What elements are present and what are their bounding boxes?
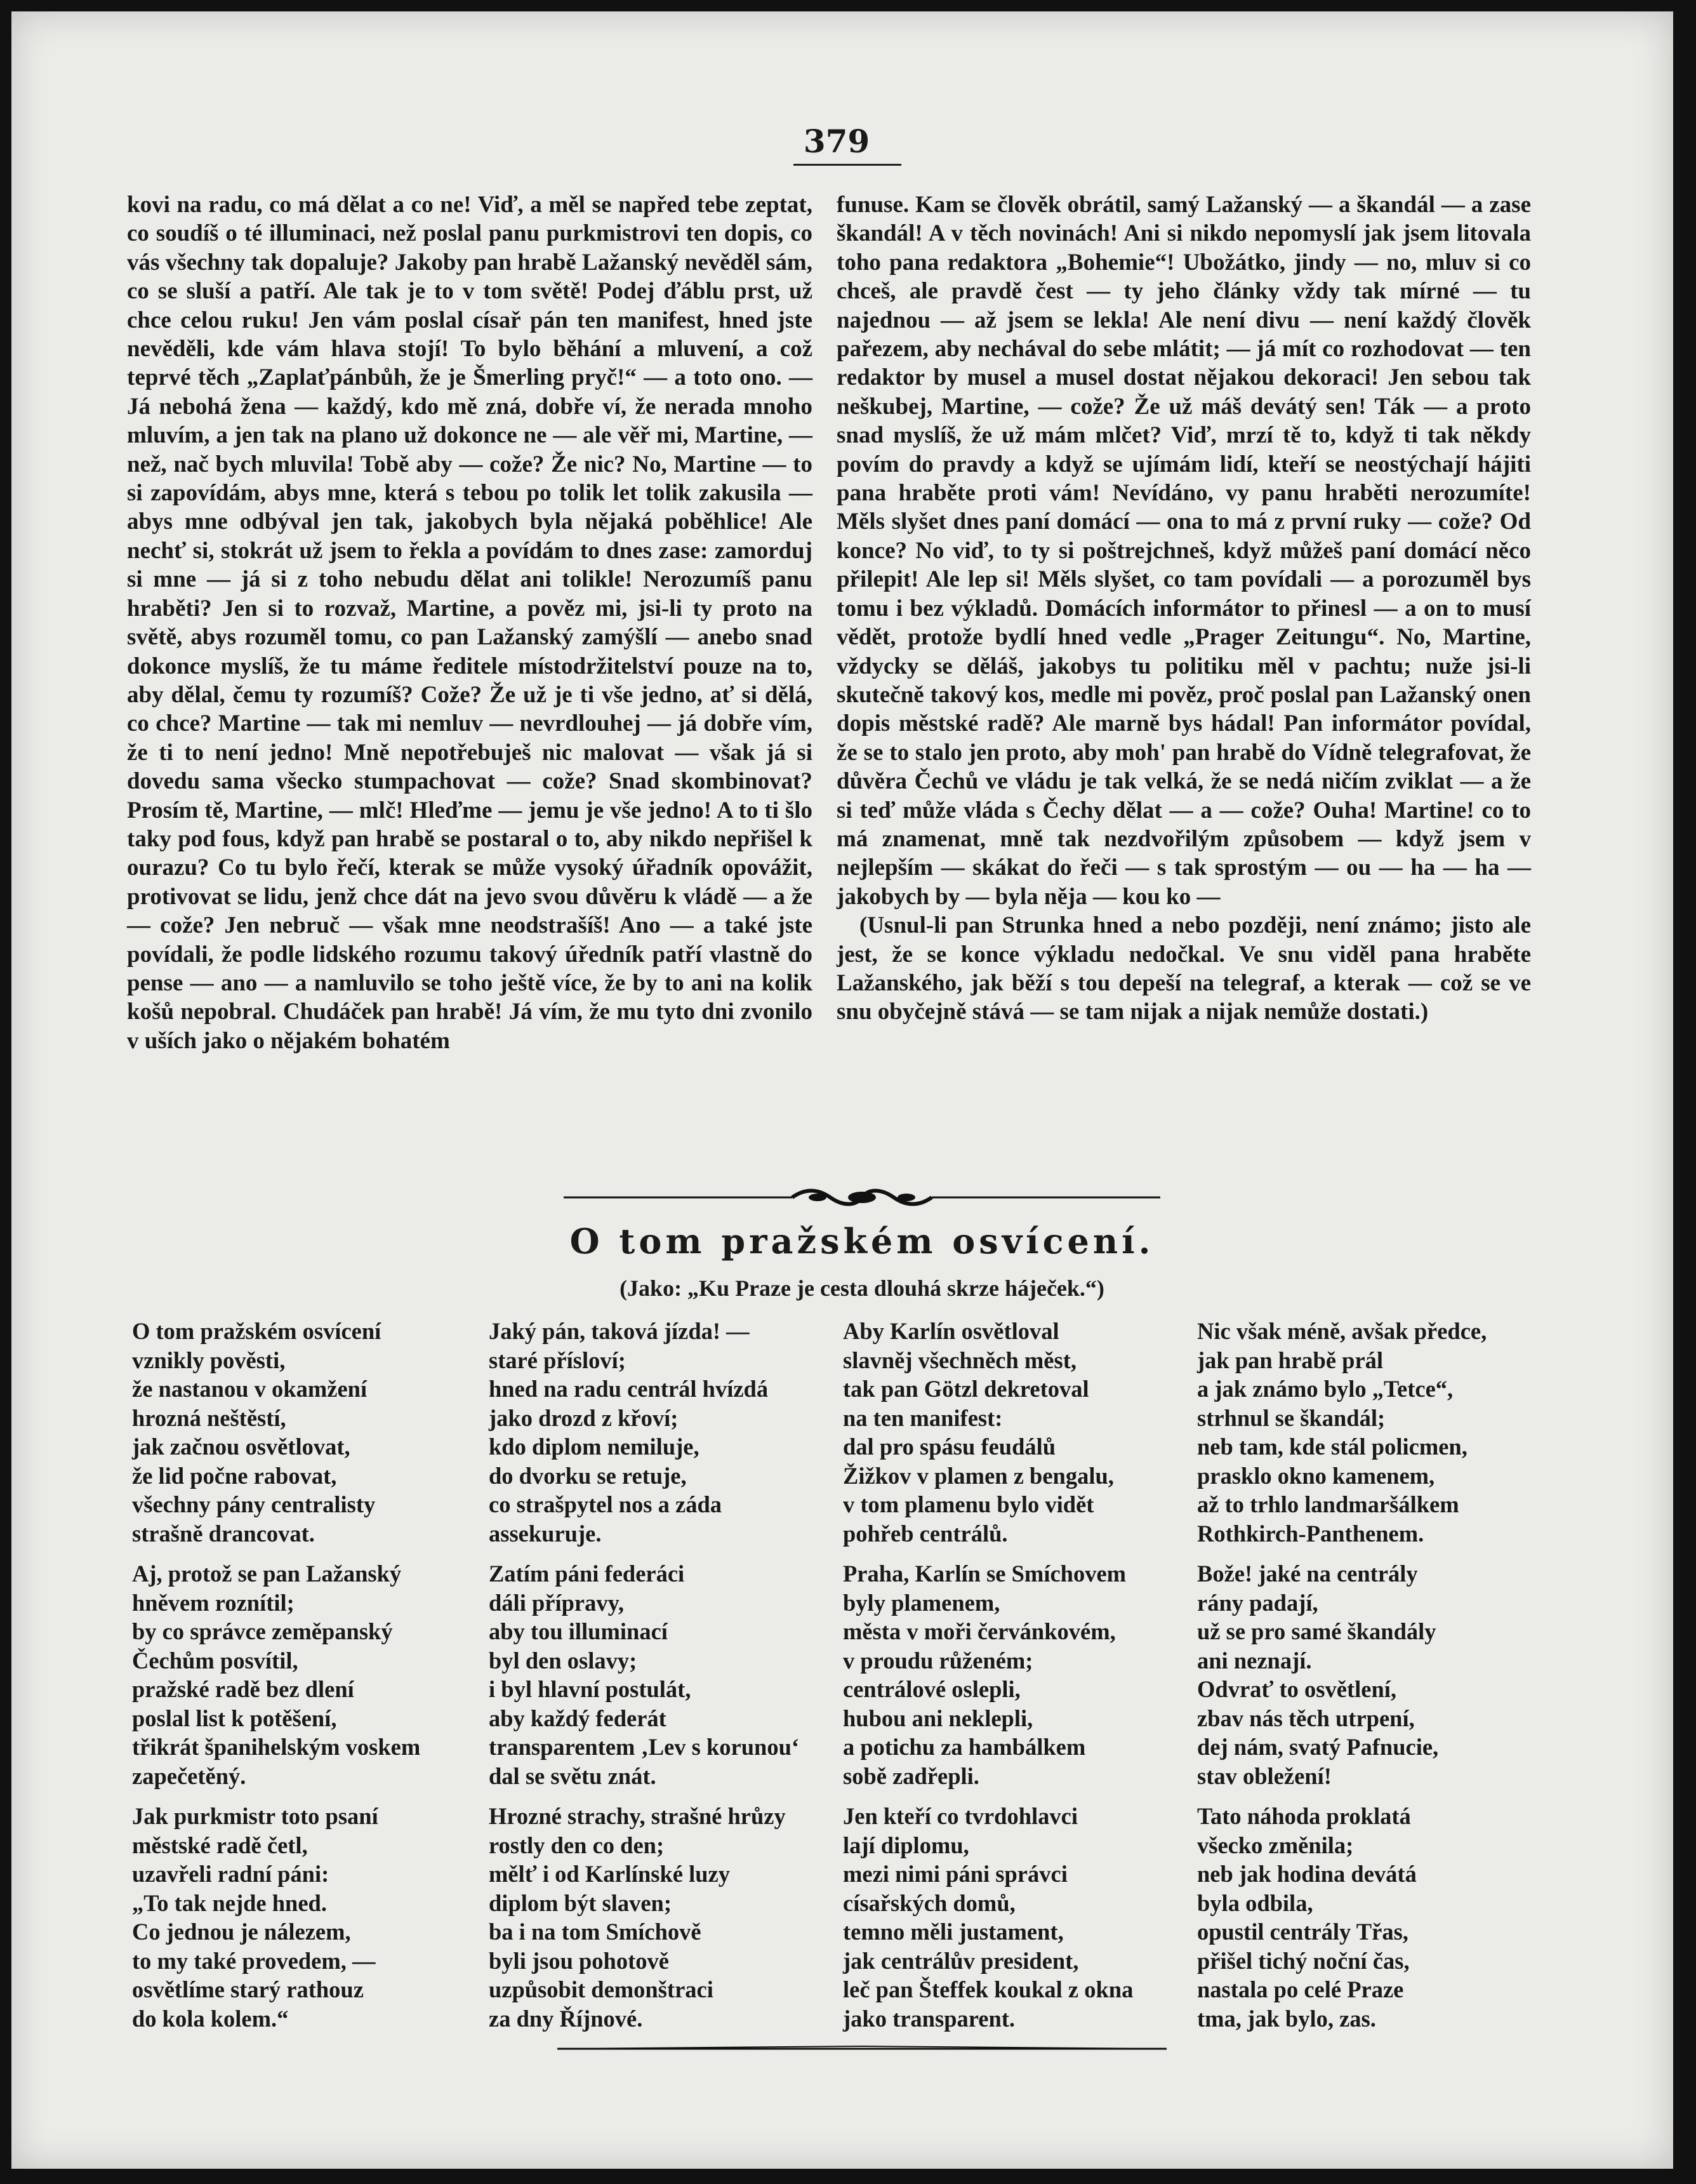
poem-line: poslal list k potěšení, — [132, 1705, 337, 1731]
poem-stanza — [132, 1559, 475, 1790]
poem-stanza — [1197, 1317, 1540, 1548]
poem-line: Odvrať to osvětlení, — [1197, 1676, 1397, 1702]
poem-line: Aby Karlín osvětloval — [843, 1318, 1059, 1344]
poem-line: diplom být slaven; — [489, 1889, 672, 1916]
poem-line: a potichu za hambálkem — [843, 1734, 1086, 1760]
poem-line: i byl hlavní postulát, — [489, 1676, 691, 1702]
poem-line: Zatím páni federáci — [489, 1561, 685, 1587]
poem-line: uzavřeli radní páni: — [132, 1861, 329, 1887]
article-left-paragraph: kovi na radu, co má dělat a co ne! Viď, a měl se napřed tebe zeptat, co soudíš o té illuminaci, než poslal panu purkmistrovi ten dopis, co vás všechny tak dopaluje? Jakoby pan hrabě Lažanský nevěděl sám, co se sluší a patří. Ale tak je to v tom světě! Podej ďáblu prst, už chce celou ruku! Jen vám poslal císař pán ten manifest, hned jste nevěděli, kde vám hlava stojí! To bylo běhání a mluvení, a což teprvé těch „Zaplaťpánbůh, že je Šmerling pryč!“ — a toto ono. — Já nebohá žena — každý, kdo mě zná, dobře ví, že nerada mnoho mluvím, a jen tak na plano už dokonce ne — ale věř mi, Martine, — než, nač bych mluvila! Tobě aby — cože? Že nic? No, Martine — to si zapovídám, abys mne, která s tebou po tolik let tolik zakusila — abys mne odbýval jen tak, jakobych byla nějaká poběhlice! Ale nechť si, stokrát už jsem to řekla a povídám to dnes zase: zamorduj si mne — já si z toho nebudu dělat ani tolikle! Nerozumíš panu hraběti? Jen si to rozvaž, Martine, a pověz mi, jsi-li ty proto na světě, abys rozuměl tomu, co pan Lažanský zamýšlí — anebo snad dokonce myslíš, že tu máme ředitele místodržitelství pouze na to, aby dělal, čemu ty rozumíš? Cože? Že už je ti vše jedno, ať si dělá, co chce? Martine — tak mi nemluv — nevrdlouhej — já dobře vím, že ti to není jedno! Mně nepotřebuješ nic malovat — však já si dovedu sama všecko stumpachovat — cože? Snad skombinovat? Prosím tě, Martine, — mlč! Hleďme — jemu je vše jedno! A to ti šlo taky pod fous, když pan hrabě se postaral o to, aby nikdo nepřišel k ourazu? Co tu bylo řečí, kterak se může vysoký úřadník opovážit, protivovat se lidu, jenž chce dát na jevo svou důvěru k vládě — a že — cože? Jen nebruč — však mne neodstrašíš! Ano — a také jste povídali, že podle lidského rozumu takový úředník patří vlastně do pense — ano — a namluvilo se toho ještě více, že by to ani na kolik košů nepobral. Chudáček pan hrabě! Já vím, že mu tyto dni zvonilo v uších jako o nějakém bohatém — [127, 192, 812, 1054]
poem-stanza — [843, 1317, 1186, 1548]
poem-line: do kola kolem.“ — [132, 2005, 289, 2032]
poem-line: dej nám, svatý Pafnucie, — [1197, 1734, 1439, 1760]
poem-column-3 — [843, 1317, 1186, 2044]
poem-stanza — [489, 1317, 831, 1548]
poem-line: uzpůsobit demonštraci — [489, 1976, 713, 2002]
poem-line: jak pan hrabě prál — [1197, 1347, 1384, 1373]
poem-line: Nic však méně, avšak předce, — [1197, 1318, 1487, 1344]
poem-stanza — [1197, 1802, 1540, 2033]
poem-line: temno měli justament, — [843, 1919, 1064, 1945]
poem-line: města v moři červánkovém, — [843, 1618, 1116, 1644]
poem-line: zbav nás těch utrpení, — [1197, 1705, 1415, 1731]
poem-line: v proudu růženém; — [843, 1647, 1033, 1674]
poem-line: za dny Říjnové. — [489, 2005, 643, 2032]
poem-line: tak pan Götzl dekretoval — [843, 1376, 1089, 1402]
poem-line: na ten manifest: — [843, 1404, 1003, 1431]
poem-line: a jak známo bylo „Tetce“, — [1197, 1376, 1454, 1402]
poem-line: aby každý federát — [489, 1705, 666, 1731]
poem-line: dal pro spásu feudálů — [843, 1434, 1056, 1460]
poem-line: jak centrálův president, — [843, 1947, 1079, 1974]
poem-stanza — [132, 1317, 475, 1548]
poem-line: byl den oslavy; — [489, 1647, 637, 1674]
poem-line: mělť i od Karlínské luzy — [489, 1861, 730, 1887]
poem-line: prasklo okno kamenem, — [1197, 1462, 1435, 1489]
poem-line: tma, jak bylo, zas. — [1197, 2005, 1376, 2032]
poem-line: transparentem ‚Lev s korunou‘ — [489, 1734, 800, 1760]
poem-line: nastala po celé Praze — [1197, 1976, 1404, 2002]
poem-line: neb jak hodina devátá — [1197, 1861, 1417, 1887]
poem-line: hubou ani neklepli, — [843, 1705, 1033, 1731]
poem-line: Čechům posvítil, — [132, 1647, 298, 1674]
poem-line: mezi nimi páni správci — [843, 1861, 1068, 1887]
poem-line: opustil centrály Třas, — [1197, 1919, 1408, 1945]
poem-line: byly plamenem, — [843, 1589, 1000, 1616]
poem-stanza — [489, 1802, 831, 2033]
poem-line: pražské radě bez dlení — [132, 1676, 354, 1702]
poem-line: dáli přípravy, — [489, 1589, 624, 1616]
poem-line: už se pro samé škandály — [1197, 1618, 1436, 1644]
article-right-paragraph: funuse. Kam se člověk obrátil, samý Lažanský — a škandál — a zase škandál! A v těch novinách! Ani si nikdo nepomyslí jak jsem litovala toho pana redaktora „Bohemie“! Ubožátko, jindy — no, mluv si co chceš, ale pravdě čest — ty jeho články vždy tak mírné — tu najednou — až jsem se lekla! Ale není divu — není každý člověk pařezem, aby nechával do sebe mlátit; — já mít co rozhodovat — ten redaktor by musel a musel dostat nějakou dekoraci! Jen sebou tak neškubej, Martine, — cože? Že už máš devátý sen! Ták — a proto snad myslíš, že už mám mlčet? Viď, mrzí tě to, když ti tak někdy povím do pravdy a když se ujímám lidí, kteří se neostýchají hájiti pana hraběte proti vám! Nevídáno, vy panu hraběti nerozumíte! Měls slyšet dnes paní domácí — ona to má z první ruky — cože? Od konce? No viď, to ty si poštrejchneš, když můžeš paní domácí něco přilepit! Ale lep si! Měls slyšet, co tam povídali — a porozuměl bys tomu i bez výkladů. Domácích informátor to přinesl — a on to musí vědět, protože bydlí hned vedle „Prager Zeitungu“. No, Martine, vždycky se děláš, jakobys tu politiku měl v pachtu; nuže jsi-li skutečně takový kos, medle mi pověz, proč poslal pan Lažanský onen dopis městské radě? Ale marně bys hádal! Pan informátor povídal, že se to stalo jen proto, aby moh' pan hrabě do Vídně telegrafovat, že důvěra Čechů ve vládu je tak velká, že se nedá ničím zviklat — a že si teď může vláda s Čechy dělat — a — cože? Ouha! Martine! co to má znamenat, mně tak nezdvořilým způsobem — když jsem v nejlepším — skákat do řeči — s tak sprostým — ou — ha — ha — jakobych by — byla něja — kou ko — — [837, 192, 1531, 910]
poem-line: zapečetěný. — [132, 1762, 246, 1789]
poem-line: jako drozd z křoví; — [489, 1404, 679, 1431]
poem-line: O tom pražském osvícení — [132, 1318, 381, 1344]
poem-line: „To tak nejde hned. — [132, 1889, 327, 1916]
page-number-rule — [793, 164, 901, 166]
poem-line: osvětlíme starý rathouz — [132, 1976, 364, 2002]
poem-line: dal se světu znát. — [489, 1762, 656, 1789]
poem-line: městské radě četl, — [132, 1832, 308, 1858]
poem-line: v tom plamenu bylo vidět — [843, 1491, 1094, 1517]
poem-line: Co jednou je nálezem, — [132, 1919, 351, 1945]
poem-line: Hrozné strachy, strašné hrůzy — [489, 1803, 786, 1829]
poem-line: hned na radu centrál hvízdá — [489, 1376, 769, 1402]
poem-column-4 — [1197, 1317, 1540, 2044]
article-closing-note: (Usnul-li pan Strunka hned a nebo později, není známo; jisto ale jest, že se konce výkladu nedočkal. Ve snu viděl pana hraběte Lažanského, jak běží s tou depeší na telegraf, a kterak — což se ve snu obyčejně stává — se tam nijak a nijak nemůže dostati.) — [837, 912, 1531, 1025]
poem-line: lají diplomu, — [843, 1832, 969, 1858]
poem-line: jak začnou osvětlovat, — [132, 1434, 350, 1460]
poem-line: centrálové oslepli, — [843, 1676, 1021, 1702]
poem-line: kdo diplom nemiluje, — [489, 1434, 699, 1460]
poem-line: rány padají, — [1197, 1589, 1318, 1616]
poem-line: sobě zadřepli. — [843, 1762, 979, 1789]
poem-line: rostly den co den; — [489, 1832, 665, 1858]
poem-line: pohřeb centrálů. — [843, 1520, 1008, 1547]
poem-stanza — [132, 1802, 475, 2033]
poem-line: co strašpytel nos a záda — [489, 1491, 722, 1517]
page-number: 379 — [803, 123, 870, 160]
poem-line: Jen kteří co tvrdohlavci — [843, 1803, 1078, 1829]
poem-line: leč pan Šteffek koukal z okna — [843, 1976, 1134, 2002]
poem-line: až to trhlo landmaršálkem — [1197, 1491, 1459, 1517]
poem-line: přišel tichý noční čas, — [1197, 1947, 1410, 1974]
poem-line: Bože! jaké na centrály — [1197, 1561, 1418, 1587]
poem-line: vznikly pověsti, — [132, 1347, 286, 1373]
poem-line: stav obležení! — [1197, 1762, 1332, 1789]
poem-line: ba i na tom Smíchově — [489, 1919, 701, 1945]
poem-line: slavněj všechněch měst, — [843, 1347, 1077, 1373]
poem-line: Praha, Karlín se Smíchovem — [843, 1561, 1127, 1587]
poem-column-2 — [489, 1317, 831, 2044]
poem-line: všechny pány centralisty — [132, 1491, 376, 1517]
poem-line: strašně drancovat. — [132, 1520, 315, 1547]
poem-line: Tato náhoda proklatá — [1197, 1803, 1411, 1829]
poem-column-1 — [132, 1317, 475, 2044]
poem-stanza — [843, 1802, 1186, 2033]
poem-line: to my také provedem, — — [132, 1947, 376, 1974]
poem-line: Aj, protož se pan Lažanský — [132, 1561, 402, 1587]
poem-line: do dvorku se retuje, — [489, 1462, 687, 1489]
bottom-rule — [557, 2043, 1167, 2054]
poem-stanza — [489, 1559, 831, 1790]
poem-line: hrozná neštěstí, — [132, 1404, 286, 1431]
poem-line: byla odbila, — [1197, 1889, 1313, 1916]
article-left-column — [127, 190, 812, 1055]
poem-line: jako transparent. — [843, 2005, 1016, 2032]
poem-subtitle: (Jako: „Ku Praze je cesta dlouhá skrze háječek.“) — [619, 1275, 1104, 1301]
article-right-column — [837, 190, 1531, 1027]
poem-line: hněvem roznítil; — [132, 1589, 295, 1616]
poem-line: Žižkov v plamen z bengalu, — [843, 1462, 1114, 1489]
poem-line: ani neznají. — [1197, 1647, 1312, 1674]
poem-line: že lid počne rabovat, — [132, 1462, 337, 1489]
poem-line: by co správce zeměpanský — [132, 1618, 393, 1644]
poem-line: byli jsou pohotově — [489, 1947, 669, 1974]
poem-line: Jak purkmistr toto psaní — [132, 1803, 378, 1829]
poem-line: že nastanou v okamžení — [132, 1376, 368, 1402]
poem-line: assekuruje. — [489, 1520, 602, 1547]
poem-line: aby tou illuminací — [489, 1618, 668, 1644]
ornament-divider — [564, 1185, 1160, 1210]
poem-title: O tom pražském osvícení. — [569, 1221, 1155, 1262]
poem-line: neb tam, kde stál policmen, — [1197, 1434, 1467, 1460]
poem-stanza — [843, 1559, 1186, 1790]
poem-stanza — [1197, 1559, 1540, 1790]
poem-line: staré přísloví; — [489, 1347, 626, 1373]
poem-line: císařských domů, — [843, 1889, 1016, 1916]
poem-line: strhnul se škandál; — [1197, 1404, 1386, 1431]
poem-line: Rothkirch-Panthenem. — [1197, 1520, 1424, 1547]
poem-line: třikrát španihelským voskem — [132, 1734, 421, 1760]
newspaper-page — [11, 11, 1673, 2169]
poem-line: Jaký pán, taková jízda! — — [489, 1318, 750, 1344]
poem-line: všecko změnila; — [1197, 1832, 1354, 1858]
